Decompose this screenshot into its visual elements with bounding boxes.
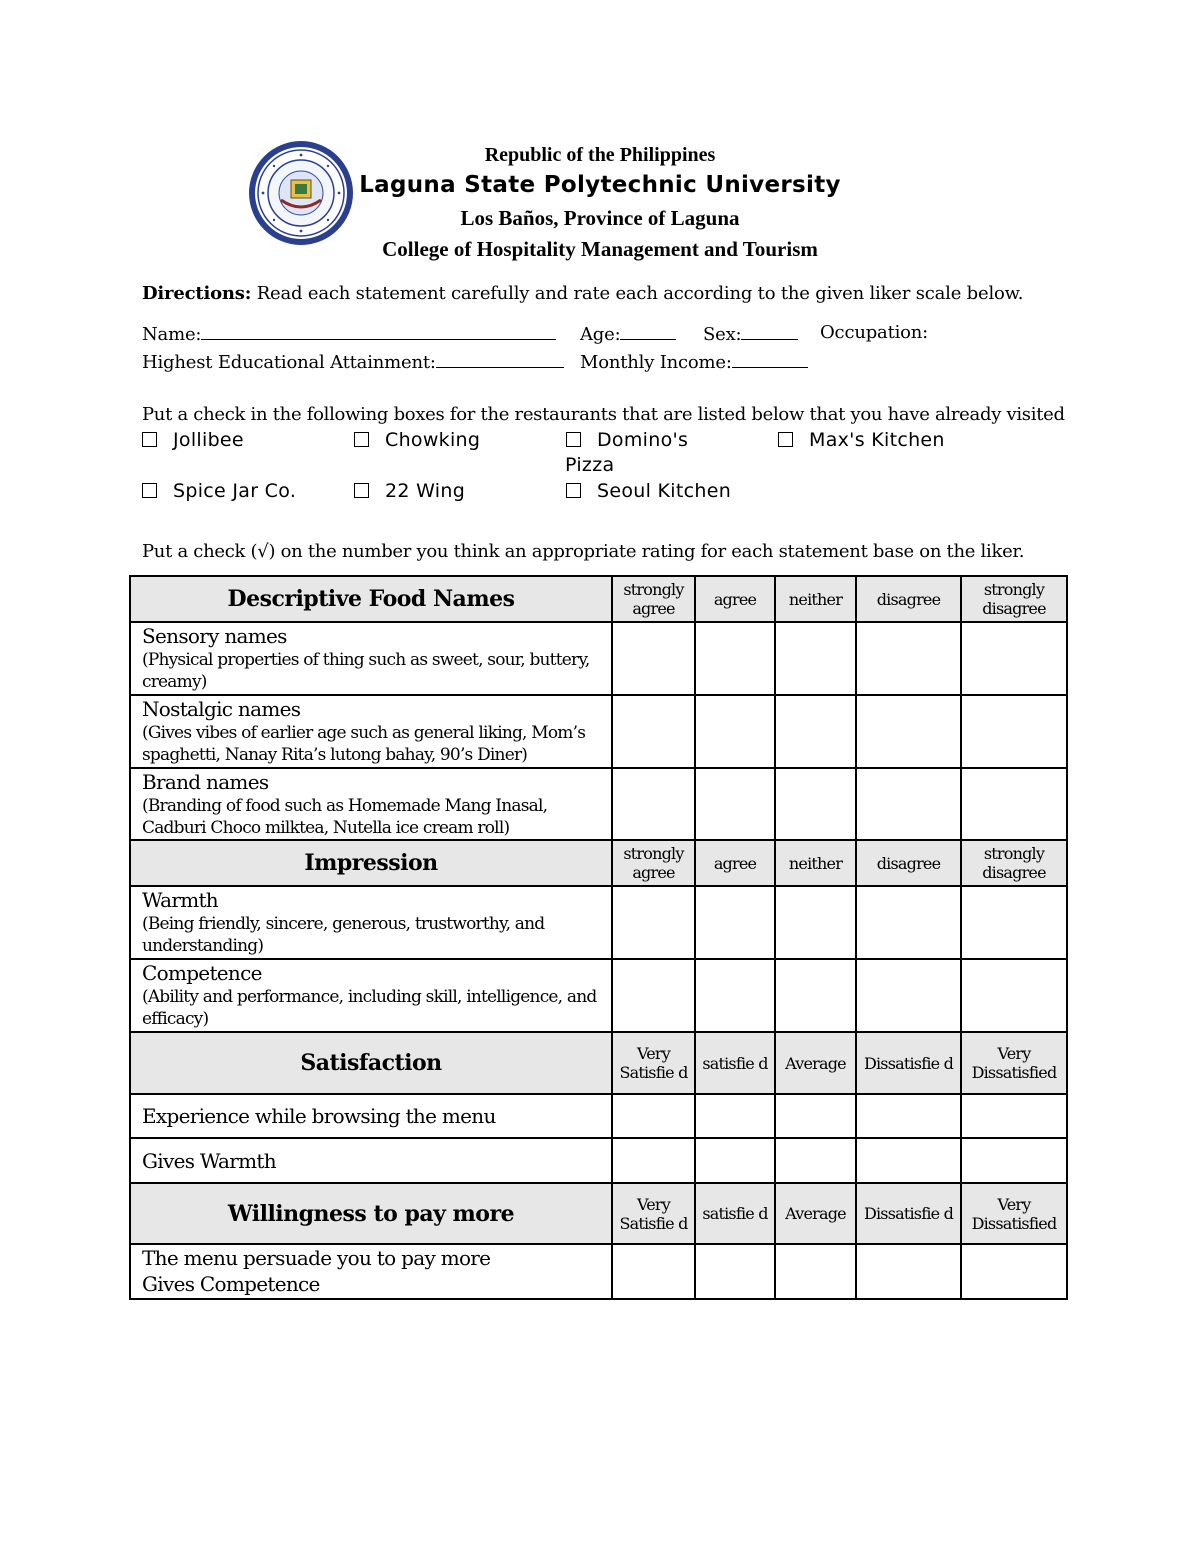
option-spice-jar[interactable]: [142, 479, 296, 504]
directions: [142, 283, 1023, 304]
rating-cell[interactable]: [961, 1138, 1067, 1183]
statement-name: Gives Warmth: [142, 1148, 276, 1173]
education-field[interactable]: [142, 350, 564, 373]
age-blank[interactable]: [620, 322, 676, 340]
republic-heading: Republic of the Philippines: [484, 144, 716, 166]
table-row: [130, 1094, 1067, 1138]
option-label: Seoul Kitchen: [597, 480, 732, 502]
location-heading: Los Baños, Province of Laguna: [460, 206, 740, 230]
scale-label: neither: [775, 576, 856, 622]
rating-cell[interactable]: [856, 622, 961, 695]
rating-cell[interactable]: [961, 959, 1067, 1032]
rating-cell[interactable]: [612, 768, 695, 840]
checkbox-icon[interactable]: [354, 483, 369, 498]
statement-name: Nostalgic names: [142, 697, 301, 721]
scale-label: satisfie d: [695, 1183, 775, 1244]
statement-name: Warmth: [142, 888, 218, 912]
scale-label: Dissatisfie d: [856, 1183, 961, 1244]
rating-cell[interactable]: [856, 959, 961, 1032]
occupation-field[interactable]: [820, 322, 928, 343]
statement-name: Brand names: [142, 770, 269, 794]
section-title: Willingness to pay more: [130, 1183, 612, 1244]
rating-cell[interactable]: [961, 768, 1067, 840]
scale-label: Dissatisfie d: [856, 1032, 961, 1094]
name-label: Name:: [142, 324, 202, 345]
rating-cell[interactable]: [856, 1138, 961, 1183]
rating-cell[interactable]: [775, 886, 856, 959]
name-blank[interactable]: [201, 322, 556, 340]
scale-label: strongly disagree: [961, 840, 1067, 886]
statement-cell: [130, 1244, 612, 1299]
rating-cell[interactable]: [775, 959, 856, 1032]
section-header-food-names: [130, 576, 1067, 622]
statement-cell: [130, 622, 612, 695]
scale-label: disagree: [856, 840, 961, 886]
table-row: [130, 1138, 1067, 1183]
scale-label: strongly agree: [612, 840, 695, 886]
section-title: Impression: [130, 840, 612, 886]
statement-desc: (Physical properties of thing such as sweet, sour, buttery, creamy): [142, 650, 590, 692]
scale-label: neither: [775, 840, 856, 886]
checkbox-icon[interactable]: [566, 432, 581, 447]
sex-blank[interactable]: [741, 322, 798, 340]
rating-cell[interactable]: [775, 622, 856, 695]
directions-text: Read each statement carefully and rate each according to the given liker scale below.: [251, 283, 1024, 304]
rating-cell[interactable]: [961, 622, 1067, 695]
option-maxs-kitchen[interactable]: [778, 428, 945, 453]
statement-name: The menu persuade you to pay more: [142, 1246, 491, 1270]
option-label: Domino's: [597, 429, 689, 451]
rating-cell[interactable]: [775, 1094, 856, 1138]
scale-label: Very Satisfie d: [612, 1183, 695, 1244]
rating-cell[interactable]: [612, 695, 695, 768]
rating-cell[interactable]: [961, 1094, 1067, 1138]
sex-label: Sex:: [703, 324, 742, 345]
rating-cell[interactable]: [695, 695, 775, 768]
option-dominos[interactable]: [566, 428, 688, 453]
section-title: Satisfaction: [130, 1032, 612, 1094]
checkbox-icon[interactable]: [142, 432, 157, 447]
rating-cell[interactable]: [695, 886, 775, 959]
rating-cell[interactable]: [856, 886, 961, 959]
option-label: Chowking: [385, 429, 481, 451]
rating-cell[interactable]: [856, 1094, 961, 1138]
table-row: [130, 1244, 1067, 1299]
rating-table: [129, 575, 1068, 1300]
option-label: Max's Kitchen: [809, 429, 945, 451]
rating-cell[interactable]: [775, 768, 856, 840]
rating-cell[interactable]: [695, 1094, 775, 1138]
option-jollibee[interactable]: [142, 428, 244, 453]
statement-desc: (Being friendly, sincere, generous, trustworthy, and understanding): [142, 914, 545, 956]
option-dominos-cont: Pizza: [565, 454, 615, 476]
rating-cell[interactable]: [856, 1244, 961, 1299]
scale-label: Average: [775, 1032, 856, 1094]
statement-desc: (Ability and performance, including skill, intelligence, and efficacy): [142, 987, 597, 1029]
section-header-impression: [130, 840, 1067, 886]
statement-cell: [130, 1094, 612, 1138]
rating-instruction: Put a check (√) on the number you think an appropriate rating for each statement base on the liker.: [142, 541, 1025, 562]
education-blank[interactable]: [436, 350, 564, 368]
restaurant-instruction: Put a check in the following boxes for the restaurants that are listed below that you have already visited: [142, 404, 1065, 425]
rating-cell[interactable]: [695, 1138, 775, 1183]
rating-cell[interactable]: [961, 1244, 1067, 1299]
statement-desc: (Gives vibes of earlier age such as general liking, Mom’s spaghetti, Nanay Rita’s lutong bahay, 90’s Diner): [142, 723, 586, 765]
rating-cell[interactable]: [856, 695, 961, 768]
rating-cell[interactable]: [695, 1244, 775, 1299]
scale-label: Very Dissatisfied: [961, 1032, 1067, 1094]
table-row: [130, 768, 1067, 840]
rating-cell[interactable]: [961, 886, 1067, 959]
scale-label: strongly disagree: [961, 576, 1067, 622]
section-title: Descriptive Food Names: [130, 576, 612, 622]
rating-cell[interactable]: [612, 1094, 695, 1138]
checkbox-icon[interactable]: [566, 483, 581, 498]
scale-label: Very Satisfie d: [612, 1032, 695, 1094]
checkbox-icon[interactable]: [778, 432, 793, 447]
income-blank[interactable]: [732, 350, 808, 368]
option-chowking[interactable]: [354, 428, 480, 453]
rating-cell[interactable]: [612, 622, 695, 695]
scale-label: agree: [695, 840, 775, 886]
scale-label: strongly agree: [612, 576, 695, 622]
table-row: [130, 622, 1067, 695]
occupation-label: Occupation:: [820, 322, 929, 343]
statement-name: Experience while browsing the menu: [142, 1104, 496, 1128]
sex-field[interactable]: [703, 322, 798, 345]
rating-cell[interactable]: [775, 1244, 856, 1299]
scale-label: agree: [695, 576, 775, 622]
college-heading: College of Hospitality Management and Tourism: [382, 237, 818, 261]
education-label: Highest Educational Attainment:: [142, 352, 436, 373]
statement-cell: [130, 695, 612, 768]
statement-cell: [130, 1138, 612, 1183]
rating-cell[interactable]: [695, 768, 775, 840]
scale-label: Very Dissatisfied: [961, 1183, 1067, 1244]
statement-name: Sensory names: [142, 624, 287, 648]
age-label: Age:: [580, 324, 621, 345]
scale-label: satisfie d: [695, 1032, 775, 1094]
checkbox-icon[interactable]: [142, 483, 157, 498]
rating-cell[interactable]: [775, 1138, 856, 1183]
checkbox-icon[interactable]: [354, 432, 369, 447]
name-field[interactable]: [142, 322, 556, 345]
rating-cell[interactable]: [612, 1138, 695, 1183]
option-label: Jollibee: [173, 429, 244, 451]
scale-label: disagree: [856, 576, 961, 622]
option-seoul-kitchen[interactable]: [566, 479, 731, 504]
table-row: [130, 959, 1067, 1032]
statement-name: Competence: [142, 961, 262, 985]
statement-cell: [130, 959, 612, 1032]
scale-label: Average: [775, 1183, 856, 1244]
section-header-satisfaction: [130, 1032, 1067, 1094]
directions-label: Directions:: [142, 283, 252, 304]
rating-cell[interactable]: [612, 886, 695, 959]
statement-cell: [130, 768, 612, 840]
rating-cell[interactable]: [612, 959, 695, 1032]
rating-cell[interactable]: [856, 768, 961, 840]
section-header-willingness: [130, 1183, 1067, 1244]
rating-cell[interactable]: [612, 1244, 695, 1299]
rating-cell[interactable]: [695, 959, 775, 1032]
table-row: [130, 695, 1067, 768]
option-label: Spice Jar Co.: [173, 480, 297, 502]
statement-name: Gives Competence: [142, 1272, 320, 1296]
rating-cell[interactable]: [961, 695, 1067, 768]
rating-cell[interactable]: [695, 622, 775, 695]
statement-desc: (Branding of food such as Homemade Mang Inasal, Cadburi Choco milktea, Nutella ice cream roll): [142, 796, 548, 838]
statement-cell: [130, 886, 612, 959]
table-row: [130, 886, 1067, 959]
income-label: Monthly Income:: [580, 352, 732, 373]
income-field[interactable]: [580, 350, 808, 373]
option-label: 22 Wing: [385, 480, 466, 502]
university-heading: Laguna State Polytechnic University: [359, 172, 841, 198]
option-22-wing[interactable]: [354, 479, 465, 504]
rating-cell[interactable]: [775, 695, 856, 768]
age-field[interactable]: [580, 322, 676, 345]
